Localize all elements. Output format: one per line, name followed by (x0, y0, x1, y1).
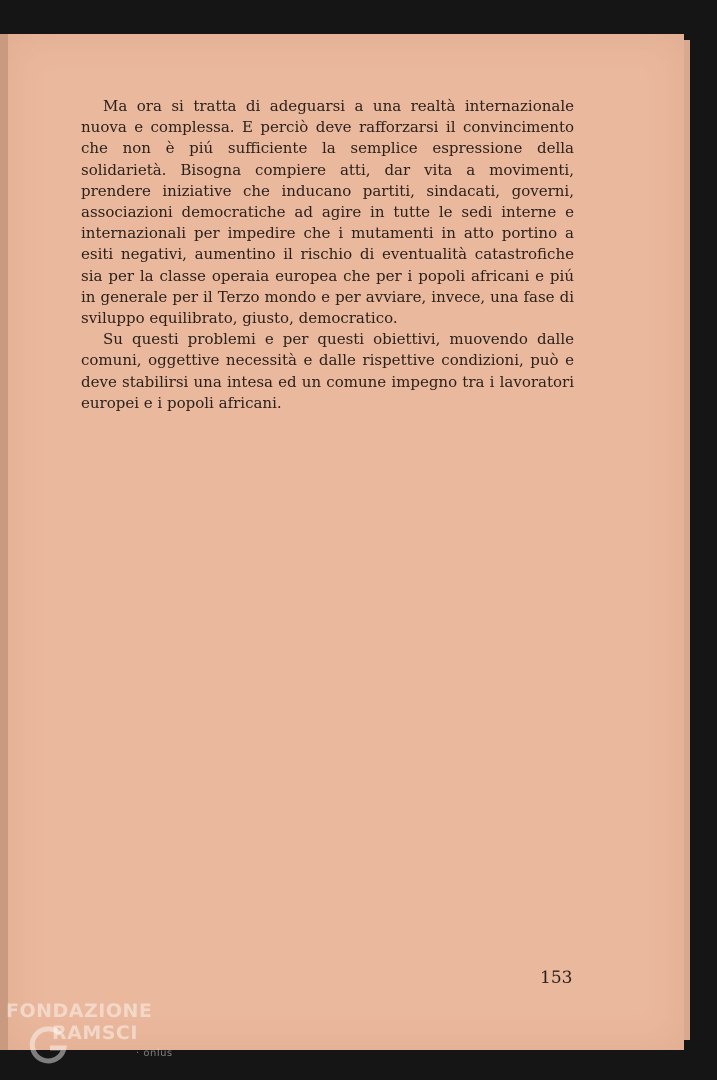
watermark-line-3: · onlus (136, 1048, 173, 1059)
body-text (81, 96, 574, 414)
paragraph-2: Su questi problemi e per questi obiettivi, muovendo dalle comuni, oggettive necessità e dalle rispettive condizioni, può e deve stabilirsi una intesa ed un comune impegno tra i lavoratori europei e i popoli africani. (81, 330, 574, 412)
page-right-edge (684, 40, 690, 1040)
page-number: 153 (540, 968, 573, 988)
paragraph-1: Ma ora si tratta di adeguarsi a una realtà internazionale nuova e complessa. E perciò deve rafforzarsi il convincimento che non è piú sufficiente la semplice espressione della solidarietà. Bisogna compiere atti, dar vita a movimenti, prendere iniziative che inducano partiti, sindacati, governi, associazioni democratiche ad agire in tutte le sedi interne e internazionali per impedire che i mutamenti in atto portino a esiti negativi, aumentino il rischio di eventualità catastrofiche sia per la classe operaia europea che per i popoli africani e piú in generale per il Terzo mondo e per avviare, invece, una fase di sviluppo equilibrato, giusto, democratico. (81, 97, 574, 328)
watermark-line-1: FONDAZIONE (6, 1000, 153, 1022)
fondazione-gramsci-watermark (6, 1000, 196, 1076)
page-left-edge (0, 34, 8, 1050)
watermark-line-2: RAMSCI (52, 1022, 138, 1044)
